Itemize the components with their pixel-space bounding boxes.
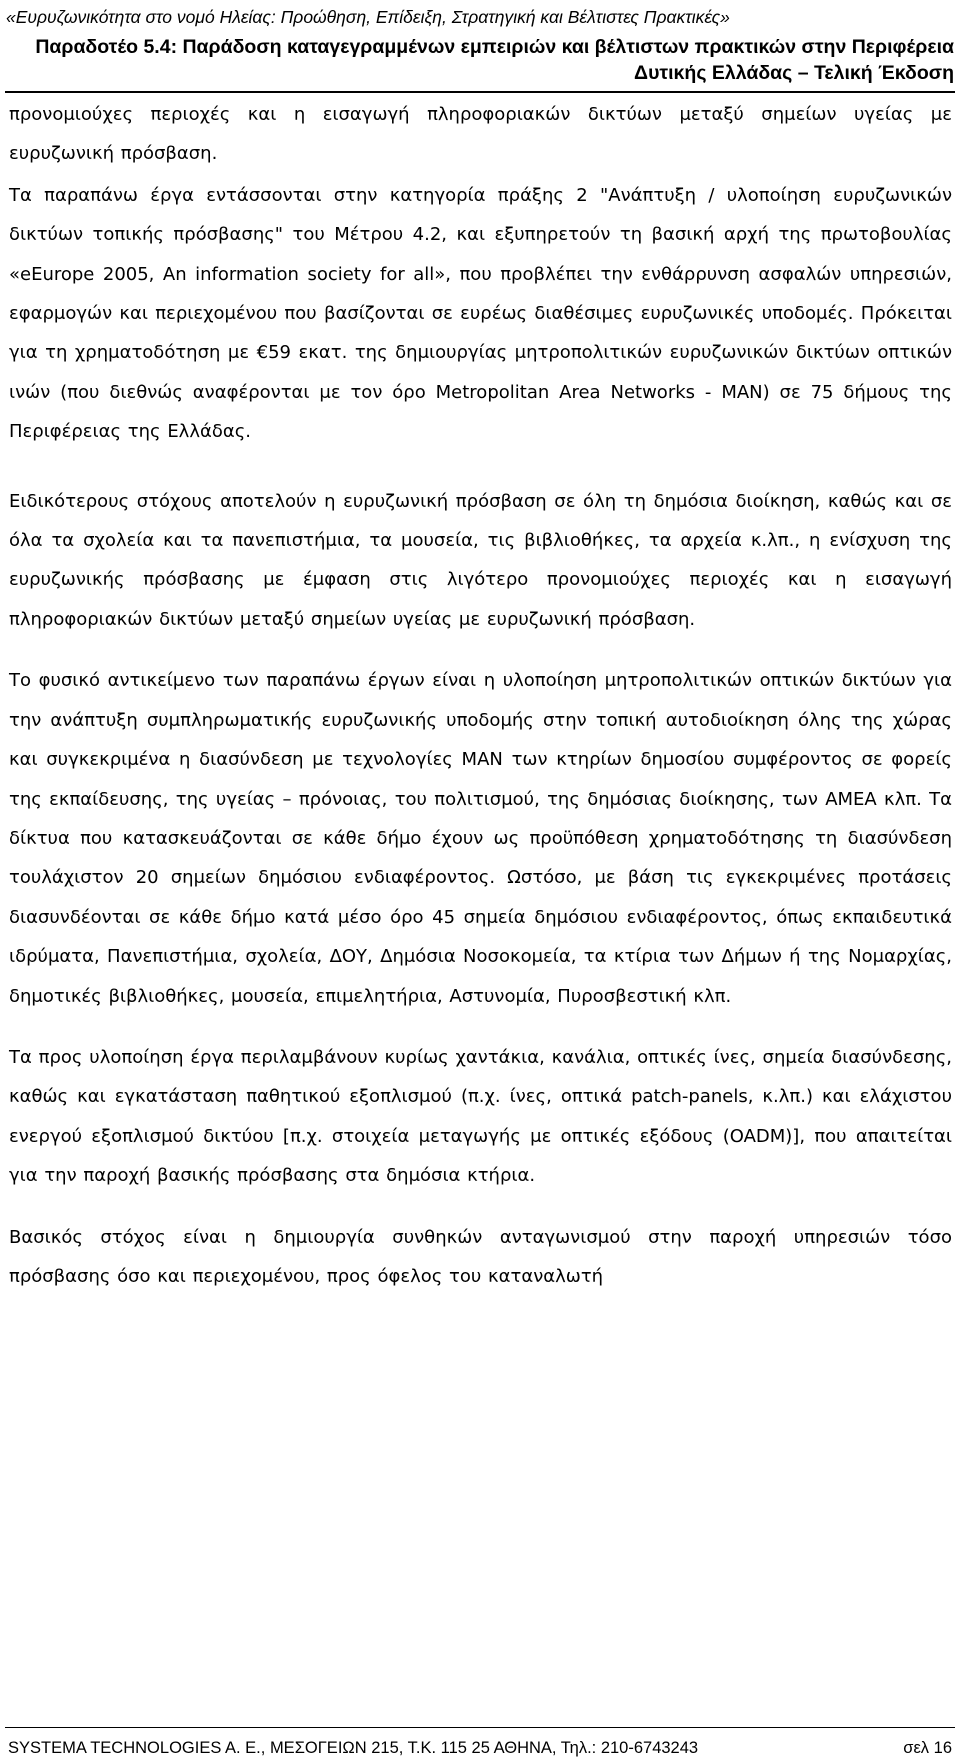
footer-page-number: σελ 16 — [903, 1739, 952, 1757]
header-divider — [5, 91, 955, 93]
paragraph-physical-object: Το φυσικό αντικείμενο των παραπάνω έργων είναι η υλοποίηση μητροπολιτικών οπτικών δικτύων για την ανάπτυξη συμπληρωματικής ευρυζωνικής υποδομής στην τοπική αυτοδιοίκηση όλης της χώρας και συγκεκριμένα η διασύνδεση με τεχνολογίες MAN των κτηρίων δημοσίου συμφέροντος σε φορείς της εκπαίδευσης, της υγείας – πρόνοιας, του πολιτισμού, της δημόσιας διοίκησης, των ΑΜΕΑ κλπ. Τα δίκτυα που κατασκευάζονται σε κάθε δήμο έχουν ως προϋπόθεση χρηματοδότησης τη διασύνδεση τουλάχιστον 20 σημείων δημόσιου ενδιαφέροντος. Ωστόσο, με βάση τις εγκεκριμένες προτάσεις διασυνδέονται σε κάθε δήμο κατά μέσο όρο 45 σημεία δημόσιου ενδιαφέροντος, όπως εκπαιδευτικά ιδρύματα, Πανεπιστήμια, σχολεία, ΔΟΥ, Δημόσια Νοσοκομεία, τα κτίρια των Δήμων ή της Νομαρχίας, δημοτικές βιβλιοθήκες, μουσεία, επιμελητήρια, Αστυνομία, Πυροσβεστική κλπ. — [9, 670, 952, 1007]
paragraph-works-include: Τα προς υλοποίηση έργα περιλαμβάνουν κυρίως χαντάκια, κανάλια, οπτικές ίνες, σημεία διασύνδεσης, καθώς και εγκατάσταση παθητικού εξοπλισμού (π.χ. ίνες, οπτικά patch-panels, κ.λπ.) και ελάχιστου ενεργού εξοπλισμού δικτύου [π.χ. στοιχεία μεταγωγής με οπτικές εξόδους (OADM)], που απαιτείται για την παροχή βασικής πρόσβασης στα δημόσια κτήρια. — [9, 1046, 952, 1187]
paragraph-continuation: προνομιούχες περιοχές και η εισαγωγή πληροφοριακών δικτύων μεταξύ σημείων υγείας με ευρυζωνική πρόσβαση. — [9, 104, 952, 165]
document-body — [9, 95, 952, 1317]
paragraph-metro-projects: Τα παραπάνω έργα εντάσσονται στην κατηγορία πράξης 2 "Ανάπτυξη / υλοποίηση ευρυζωνικών δικτύων τοπικής πρόσβασης" του Μέτρου 4.2, και εξυπηρετούν τη βασική αρχή της πρωτοβουλίας «eEurope 2005, An information society for all», που προβλέπει την ενθάρρυνση ασφαλών υπηρεσιών, εφαρμογών και περιεχομένου που βασίζονται σε ευρέως διαθέσιμες ευρυζωνικές υποδομές. Πρόκειται για τη χρηματοδότηση με €59 εκατ. της δημιουργίας μητροπολιτικών ευρυζωνικών δικτύων οπτικών ινών (που διεθνώς αναφέρονται με τον όρο Metropolitan Area Networks - MAN) σε 75 δήμους της Περιφέρειας της Ελλάδας. — [9, 184, 952, 443]
paragraph-specific-goals: Ειδικότερους στόχους αποτελούν η ευρυζωνική πρόσβαση σε όλη τη δημόσια διοίκηση, καθώς και σε όλα τα σχολεία και τα πανεπιστήμια, τα μουσεία, τις βιβλιοθήκες, τα αρχεία κ.λπ., η ενίσχυση της ευρυζωνικής πρόσβασης με έμφαση στις λιγότερο προνομιούχες περιοχές και η εισαγωγή πληροφοριακών δικτύων μεταξύ σημείων υγείας με ευρυζωνική πρόσβαση. — [9, 490, 952, 630]
header-deliverable-title: Παραδοτέο 5.4: Παράδοση καταγεγραμμένων εμπειριών και βέλτιστων πρακτικών στην Περιφέρεια Δυτικής Ελλάδας – Τελική Έκδοση — [35, 36, 954, 84]
page-header — [0, 0, 960, 92]
page-footer — [8, 1737, 952, 1759]
footer-divider — [5, 1727, 955, 1728]
header-project-subtitle: «Ευρυζωνικότητα στο νομό Ηλείας: Προώθηση, Επίδειξη, Στρατηγική και Βέλτιστες Πρακτικές» — [6, 7, 730, 27]
footer-company-info: SYSTEMA TECHNOLOGIES A. E., ΜΕΣΟΓΕΙΩΝ 215, Τ.Κ. 115 25 ΑΘΗΝΑ, Τηλ.: 210-6743243 — [8, 1739, 699, 1757]
paragraph-main-goal: Βασικός στόχος είναι η δημιουργία συνθηκών ανταγωνισμού στην παροχή υπηρεσιών τόσο πρόσβασης όσο και περιεχομένου, προς όφελος του καταναλωτή — [9, 1226, 952, 1287]
